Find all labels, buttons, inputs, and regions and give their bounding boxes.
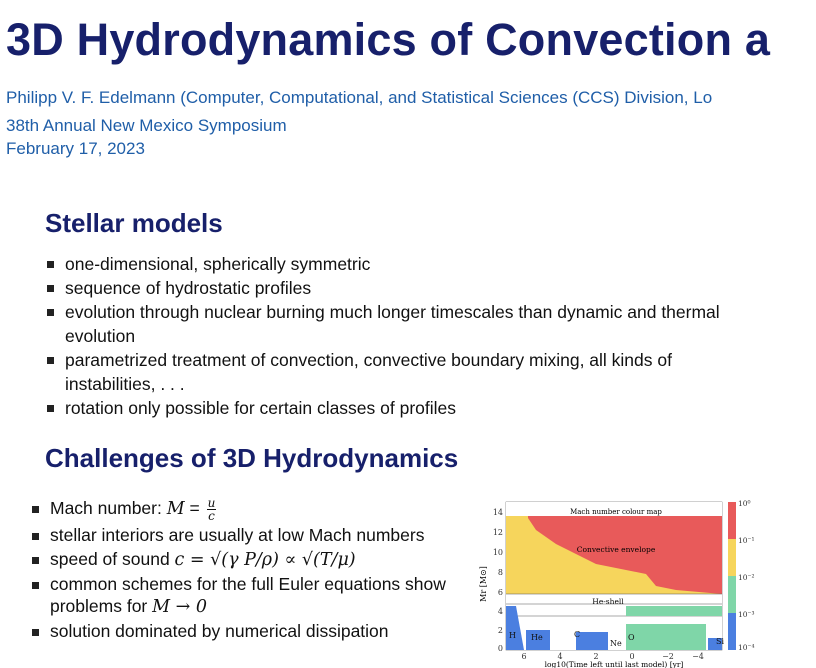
y-tick: 14 bbox=[492, 508, 503, 517]
he-shell-region bbox=[626, 606, 722, 616]
region-label-he: He bbox=[531, 633, 543, 642]
list-item-euler bbox=[32, 573, 472, 618]
list-item: sequence of hydrostatic profiles bbox=[47, 276, 767, 300]
colorbar-low bbox=[728, 613, 736, 650]
y-tick: 10 bbox=[492, 548, 503, 557]
region-label-o: O bbox=[628, 633, 635, 642]
event-line: 38th Annual New Mexico Symposium bbox=[6, 116, 287, 135]
x-axis-label: log10(Time left until last model) [yr] bbox=[544, 660, 684, 668]
fraction-numerator: u bbox=[207, 496, 216, 510]
section-heading-stellar-models: Stellar models bbox=[45, 208, 223, 238]
y-tick: 0 bbox=[497, 644, 503, 653]
region-label-h: H bbox=[509, 631, 516, 640]
colorbar-tick: 10⁻⁴ bbox=[738, 643, 755, 652]
x-tick: −4 bbox=[692, 652, 704, 661]
sound-prefix: speed of sound bbox=[50, 549, 175, 569]
slide-title: 3D Hydrodynamics of Convection a bbox=[6, 14, 771, 65]
colorbar-tick: 10⁻¹ bbox=[738, 536, 755, 545]
fraction-denominator: c bbox=[208, 509, 215, 523]
list-item-low-mach: stellar interiors are usually at low Mach numbers bbox=[32, 524, 472, 546]
figure-title: Mach number colour map bbox=[570, 508, 662, 516]
x-tick: 0 bbox=[629, 652, 635, 661]
convective-envelope-label: Convective envelope bbox=[576, 545, 656, 554]
y-tick: 2 bbox=[497, 626, 503, 635]
y-tick: 8 bbox=[497, 568, 503, 577]
late-burning-region bbox=[626, 624, 706, 650]
list-item-dissipation: solution dominated by numerical dissipation bbox=[32, 620, 472, 642]
stellar-models-list bbox=[47, 252, 767, 420]
colorbar-tick: 10⁰ bbox=[738, 499, 751, 508]
mach-symbol: M bbox=[166, 499, 185, 520]
mach-number-figure bbox=[476, 494, 816, 668]
list-item: one-dimensional, spherically symmetric bbox=[47, 252, 767, 276]
colorbar-tick: 10⁻³ bbox=[738, 610, 755, 619]
y-tick: 6 bbox=[497, 588, 503, 597]
y-tick: 12 bbox=[492, 528, 503, 537]
challenges-list bbox=[32, 497, 472, 644]
sound-formula: c = √(γ P/ρ) ∝ √(T/μ) bbox=[174, 550, 356, 570]
list-item-mach-number bbox=[32, 497, 472, 522]
colorbar-low-mid bbox=[728, 576, 736, 613]
mach-prefix: Mach number: bbox=[50, 498, 167, 519]
equals-sign: = bbox=[184, 498, 205, 519]
list-item: rotation only possible for certain classes of profiles bbox=[47, 396, 767, 420]
euler-prefix: common schemes for the full Euler equations show problems for bbox=[50, 574, 446, 616]
colorbar-tick: 10⁻² bbox=[738, 573, 755, 582]
region-label-c: C bbox=[574, 630, 581, 639]
section-heading-challenges: Challenges of 3D Hydrodynamics bbox=[45, 443, 459, 473]
y-axis-label: Mr [M⊙] bbox=[479, 566, 488, 602]
x-tick: 6 bbox=[521, 652, 527, 661]
colorbar-high bbox=[728, 502, 736, 539]
mach-fraction bbox=[207, 497, 217, 522]
x-tick: −2 bbox=[662, 652, 674, 661]
list-item: evolution through nuclear burning much longer timescales than dynamic and thermal evolution bbox=[47, 300, 767, 348]
list-item-sound-speed bbox=[32, 548, 472, 571]
author-line: Philipp V. F. Edelmann (Computer, Computational, and Statistical Sciences (CCS) Division, Lo bbox=[6, 88, 713, 107]
region-label-si: Si bbox=[716, 637, 725, 646]
list-item: parametrized treatment of convection, convective boundary mixing, all kinds of instabilities, . . . bbox=[47, 348, 767, 396]
carbon-burning-region bbox=[576, 632, 608, 650]
he-shell-label: He-shell bbox=[592, 597, 624, 606]
colorbar-mid bbox=[728, 539, 736, 576]
region-label-ne: Ne bbox=[610, 639, 622, 648]
euler-math: M → 0 bbox=[152, 597, 207, 617]
date-line: February 17, 2023 bbox=[6, 139, 145, 158]
x-tick: 4 bbox=[557, 652, 563, 661]
y-tick: 4 bbox=[497, 607, 503, 616]
x-tick: 2 bbox=[593, 652, 599, 661]
